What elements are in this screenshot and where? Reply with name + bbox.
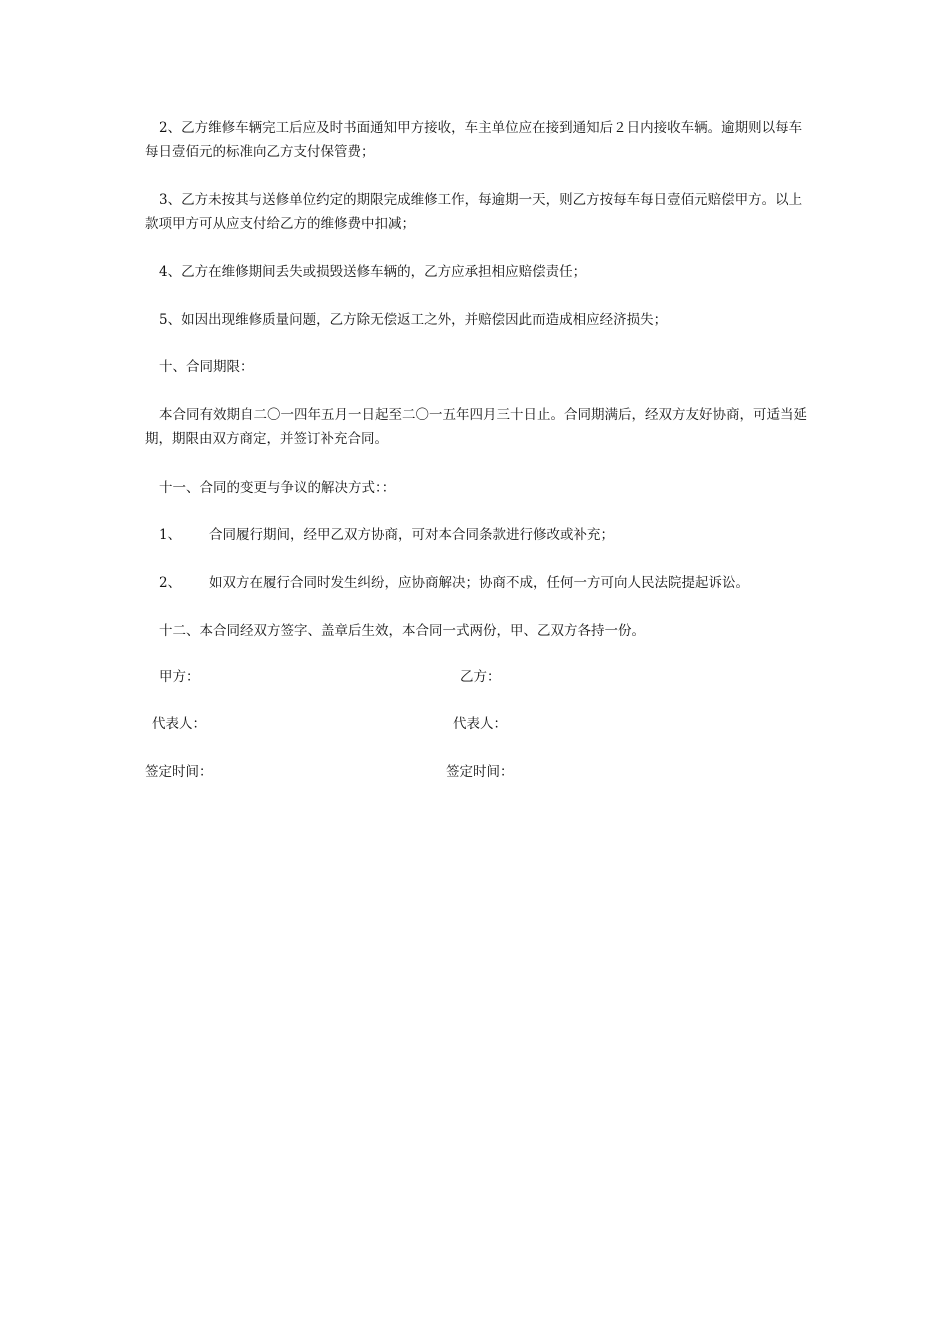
clause-4: 4、乙方在维修期间丢失或损毁送修车辆的，乙方应承担相应赔偿责任； [159,264,587,280]
signing-date-a-label: 签定时间： [145,764,213,780]
section-10-heading: 十、合同期限： [159,359,254,375]
section-11-item-1-text: 合同履行期间，经甲乙双方协商，可对本合同条款进行修改或补充； [209,527,614,543]
section-12-text: 十二、本合同经双方签字、盖章后生效，本合同一式两份，甲、乙双方各持一份。 [159,623,645,639]
party-a-label: 甲方： [159,669,200,685]
section-10-body: 本合同有效期自二〇一四年五月一日起至二〇一五年四月三十日止。合同期满后，经双方友好协商，可适当延期，期限由双方商定，并签订补充合同。 [145,407,807,447]
section-11-heading: 十一、合同的变更与争议的解决方式：： [159,480,396,496]
clause-5: 5、如因出现维修质量问题，乙方除无偿返工之外，并赔偿因此而造成相应经济损失； [159,312,668,328]
clause-3: 3、乙方未按其与送修单位约定的期限完成维修工作，每逾期一天，则乙方按每车每日壹佰元赔偿甲方。以上款项甲方可从应支付给乙方的维修费中扣减； [145,192,803,232]
section-11-item-2-text: 如双方在履行合同时发生纠纷，应协商解决；协商不成，任何一方可向人民法院提起诉讼。 [209,575,749,591]
representative-a-label: 代表人： [152,716,206,732]
clause-2: 2、乙方维修车辆完工后应及时书面通知甲方接收，车主单位应在接到通知后２日内接收车辆。逾期则以每车每日壹佰元的标准向乙方支付保管费； [145,120,803,160]
party-b-label: 乙方： [460,669,501,685]
section-11-item-2-number: 2、 [159,575,182,591]
signing-date-b-label: 签定时间： [446,764,514,780]
section-11-item-1-number: 1、 [159,527,182,543]
representative-b-label: 代表人： [453,716,507,732]
